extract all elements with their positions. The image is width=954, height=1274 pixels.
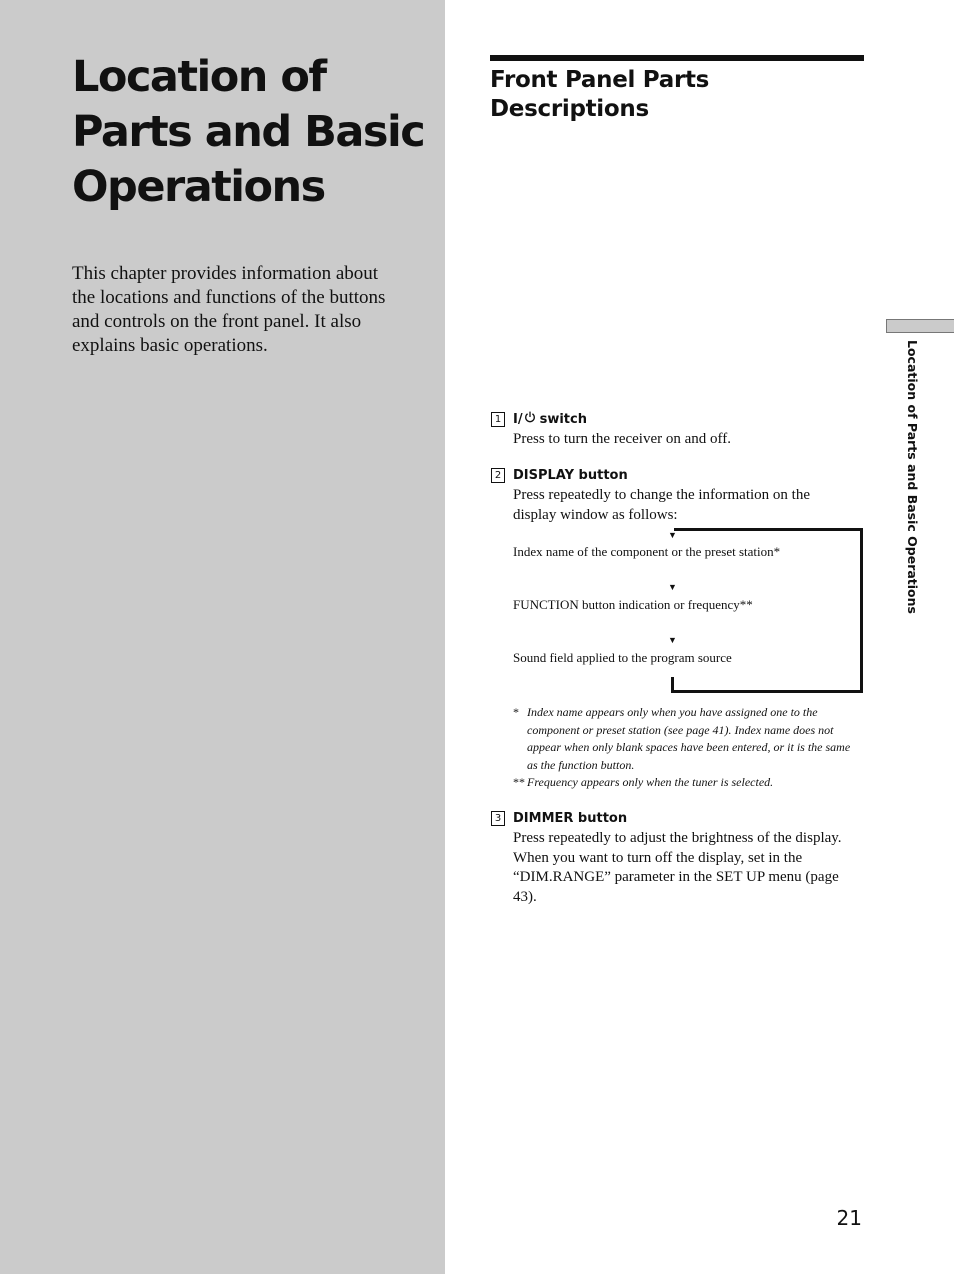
flow-step-function: FUNCTION button indication or frequency** — [513, 597, 753, 612]
item-number: 3 — [491, 811, 505, 826]
footnote — [513, 774, 858, 792]
down-arrow-icon: ▼ — [668, 635, 677, 645]
flow-step-sound-field: Sound field applied to the program source — [513, 650, 732, 665]
item-dimmer-button — [491, 809, 861, 907]
footnote-text: Frequency appears only when the tuner is selected. — [527, 775, 774, 789]
chapter-tab — [886, 319, 954, 333]
item-label: DIMMER button — [513, 810, 628, 826]
power-standby-icon — [524, 411, 536, 427]
chapter-intro: This chapter provides information about the locations and functions of the buttons and controls on the front panel. It also explains basic operations. — [72, 263, 386, 356]
down-arrow-icon: ▼ — [668, 582, 677, 592]
page-number: 21 — [836, 1206, 862, 1230]
section-title: Front Panel Parts Descriptions — [490, 67, 710, 122]
item-label-suffix: switch — [539, 411, 587, 427]
footnote-mark: * — [513, 705, 519, 719]
down-arrow-icon: ▼ — [668, 530, 677, 540]
footnote-mark: ** — [513, 775, 525, 789]
item-description: Press repeatedly to change the information on the display window as follows: — [513, 487, 810, 523]
chapter-panel — [0, 0, 445, 1274]
item-number: 2 — [491, 468, 505, 483]
chapter-title: Location of Parts and Basic Operations — [72, 52, 425, 212]
item-description: Press to turn the receiver on and off. — [513, 431, 731, 447]
item-description: Press repeatedly to adjust the brightness of the display. When you want to turn off the display, set in the “DIM.RANGE” parameter in the SET UP menu (page 43). — [513, 830, 842, 905]
item-number: 1 — [491, 412, 505, 427]
item-display-button — [491, 466, 861, 525]
item-power-switch — [491, 410, 861, 450]
section-rule — [490, 55, 864, 61]
loop-stub — [671, 677, 674, 690]
item-label — [513, 411, 587, 427]
side-chapter-label: Location of Parts and Basic Operations — [905, 340, 920, 614]
flow-step-index: Index name of the component or the preset station* — [513, 544, 781, 559]
item-label: DISPLAY button — [513, 467, 628, 483]
footnote — [513, 704, 858, 774]
item-label-prefix: I/ — [513, 411, 523, 427]
footnote-text: Index name appears only when you have assigned one to the component or preset station (see page 41). Index name does not appear when only blank spaces have been entered, or it is the same as the function button. — [527, 705, 851, 772]
